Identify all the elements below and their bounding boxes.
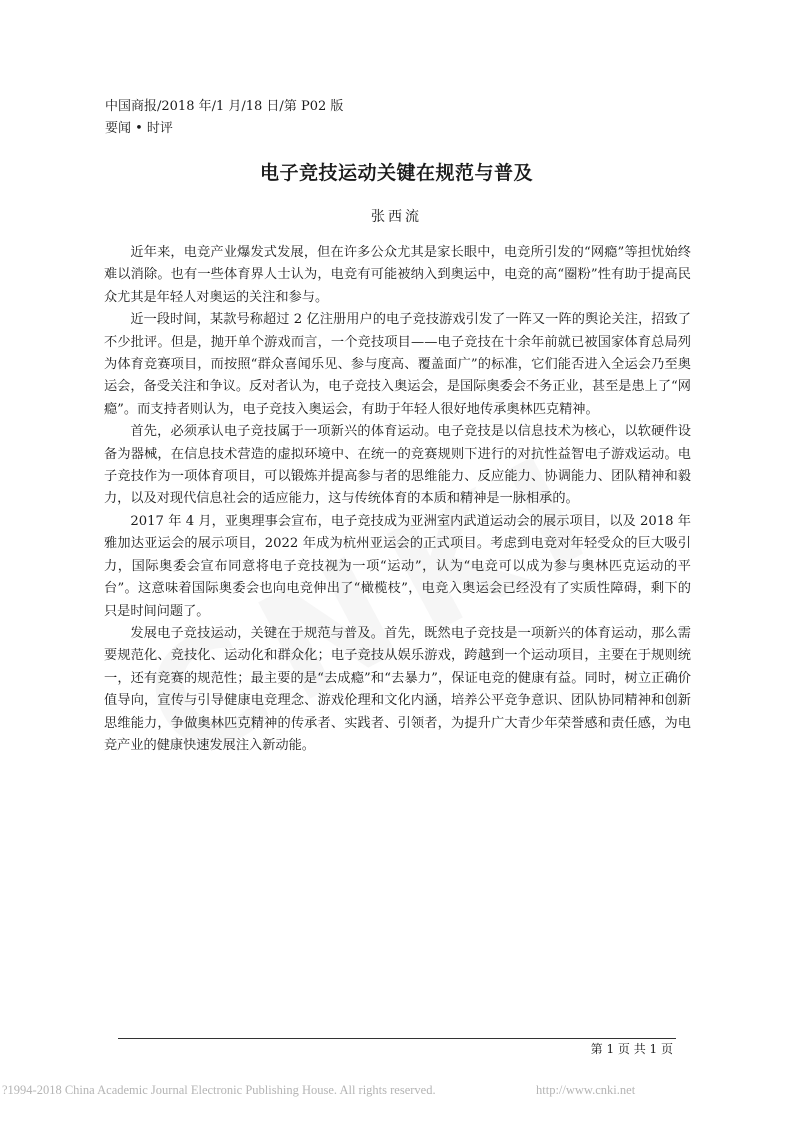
paragraph: 近年来，电竞产业爆发式发展，但在许多公众尤其是家长眼中，电竞所引发的“网瘾”等担忧始终难以消除。也有一些体育界人士认为，电竞有可能被纳入到奥运中，电竞的高“圈粉”性有助于提高民众尤其是年轻人对奥运的关注和参与。: [104, 245, 691, 305]
section-line: 要闻 • 时评: [105, 121, 173, 136]
paragraph: 2017 年 4 月，亚奥理事会宣布，电子竞技成为亚洲室内武道运动会的展示项目，以及 2018 年雅加达亚运会的展示项目，2022 年成为杭州亚运会的正式项目。考虑到电竞对年轻受众的巨大吸引力，国际奥委会宣布同意将电子竞技视为一项“运动”，认为“电竞可以成为参与奥林匹克运动的平台”。这意味着国际奥委会也向电竞伸出了“橄榄枝”，电竞入奥运会已经没有了实质性障碍，剩下的只是时间问题了。: [104, 513, 691, 619]
page-number: 第 1 页 共 1 页: [590, 1042, 673, 1056]
source-line: 中国商报/2018 年/1 月/18 日/第 P02 版: [105, 99, 344, 114]
site-link[interactable]: http://www.cnki.net: [536, 1083, 636, 1097]
copyright-text: ?1994-2018 China Academic Journal Electronic Publishing House. All rights reserved.: [2, 1083, 436, 1097]
paragraph: 近一段时间，某款号称超过 2 亿注册用户的电子竞技游戏引发了一阵又一阵的舆论关注，招致了不少批评。但是，抛开单个游戏而言，一个竞技项目——电子竞技在十余年前就已被国家体育总局列为体育竞赛项目，而按照“群众喜闻乐见、参与度高、覆盖面广”的标准，它们能否进入全运会乃至奥运会，备受关注和争议。反对者认为，电子竞技入奥运会，是国际奥委会不务正业，甚至是患上了“网瘾”。而支持者则认为，电子竞技入奥运会，有助于年轻人很好地传承奥林匹克精神。: [104, 312, 691, 417]
paragraph: 发展电子竞技运动，关键在于规范与普及。首先，既然电子竞技是一项新兴的体育运动，那么需要规范化、竞技化、运动化和群众化；电子竞技从娱乐游戏，跨越到一个运动项目，主要在于规则统一，还有竞赛的规范性；最主要的是“去成瘾”和“去暴力”，保证电竞的健康有益。同时，树立正确价值导向，宣传与引导健康电竞理念、游戏伦理和文化内涵，培养公平竞争意识、团队协同精神和创新思维能力，争做奥林匹克精神的传承者、实践者、引领者，为提升广大青少年荣誉感和责任感，为电竞产业的健康快速发展注入新动能。: [104, 625, 691, 753]
article-body: [104, 242, 691, 757]
article-author: 张西流: [371, 209, 422, 225]
footer-divider: [118, 1038, 676, 1039]
source-info: [105, 96, 343, 140]
paragraph: 首先，必须承认电子竞技属于一项新兴的体育运动。电子竞技是以信息技术为核心，以软硬件设备为器械，在信息技术营造的虚拟环境中、在统一的竞赛规则下进行的对抗性益智电子游戏运动。电子竞技作为一项体育项目，可以锻炼并提高参与者的思维能力、反应能力、协调能力、团队精神和毅力，以及对现代信息社会的适应能力，这与传统体育的本质和精神是一脉相承的。: [104, 424, 691, 507]
article-title: 电子竞技运动关键在规范与普及: [259, 162, 533, 184]
